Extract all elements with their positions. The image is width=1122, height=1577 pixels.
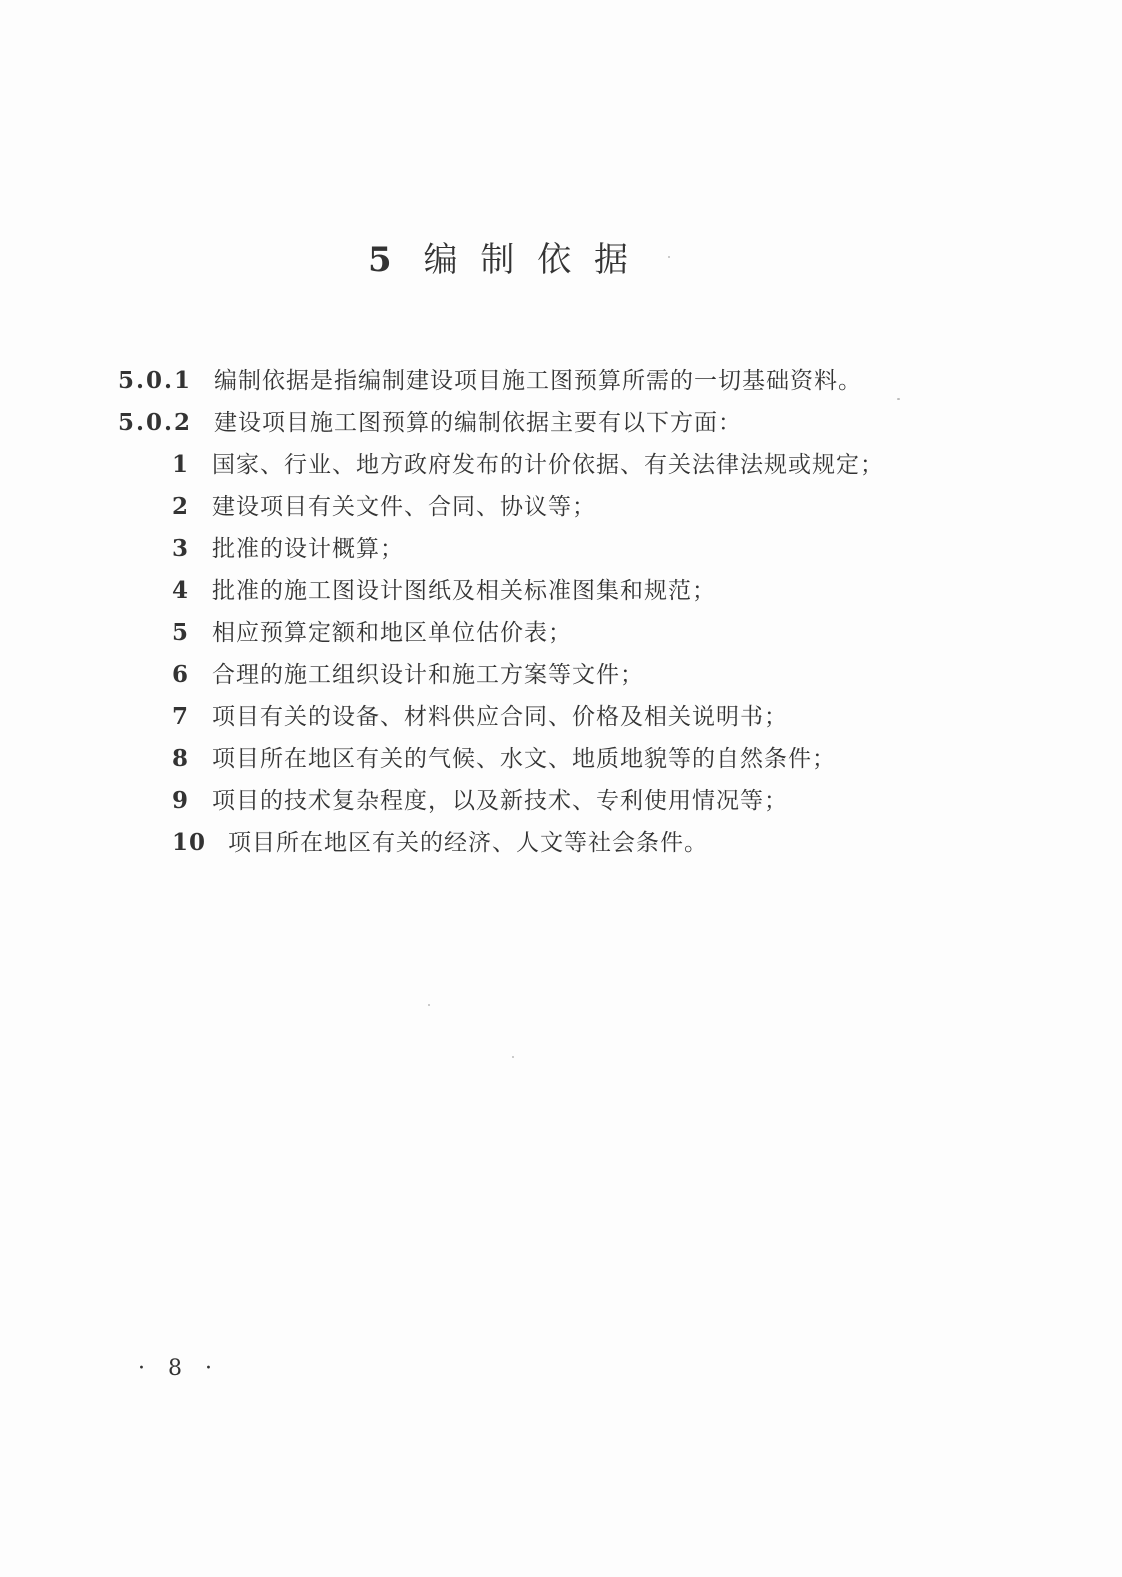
clause-number: 5.0.2 [118,409,193,436]
list-item [118,528,898,570]
list-item [118,780,898,822]
item-text: 批准的设计概算； [212,536,404,562]
clause-number: 5.0.1 [118,367,193,394]
list-item [118,612,898,654]
item-text: 国家、行业、地方政府发布的计价依据、有关法律法规或规定； [212,452,884,478]
item-text: 建设项目有关文件、合同、协议等； [212,494,596,520]
item-number: 10 [172,829,207,856]
clause-5-0-2 [118,402,898,444]
scan-speck [897,398,900,400]
item-text: 项目所在地区有关的经济、人文等社会条件。 [228,830,708,856]
item-text: 相应预算定额和地区单位估价表； [212,620,572,646]
chapter-body [118,360,898,864]
scan-speck [428,1004,430,1006]
item-text: 项目有关的设备、材料供应合同、价格及相关说明书； [212,704,788,730]
clause-5-0-1 [118,360,898,402]
item-number: 3 [172,535,190,562]
scan-speck [512,1056,514,1058]
list-item [118,696,898,738]
clause-text: 建设项目施工图预算的编制依据主要有以下方面： [214,410,742,436]
item-number: 8 [172,745,190,772]
item-number: 5 [172,619,190,646]
scan-speck [668,256,670,258]
item-text: 项目所在地区有关的气候、水文、地质地貌等的自然条件； [212,746,836,772]
item-number: 7 [172,703,190,730]
list-item [118,738,898,780]
clause-text: 编制依据是指编制建设项目施工图预算所需的一切基础资料。 [214,368,862,394]
item-number: 4 [172,577,190,604]
chapter-title-text: 编 制 依 据 [423,240,635,280]
list-item [118,654,898,696]
item-number: 1 [172,451,190,478]
list-item [118,444,898,486]
chapter-title [0,232,1002,281]
item-text: 合理的施工组织设计和施工方案等文件； [212,662,644,688]
item-number: 2 [172,493,190,520]
item-text: 批准的施工图设计图纸及相关标准图集和规范； [212,578,716,604]
chapter-number: 5 [367,240,398,280]
list-item [118,486,898,528]
page-number: · 8 · [138,1356,220,1381]
item-number: 6 [172,661,190,688]
list-item [118,570,898,612]
list-item [118,822,898,864]
item-number: 9 [172,787,190,814]
item-text: 项目的技术复杂程度，以及新技术、专利使用情况等； [212,788,788,814]
